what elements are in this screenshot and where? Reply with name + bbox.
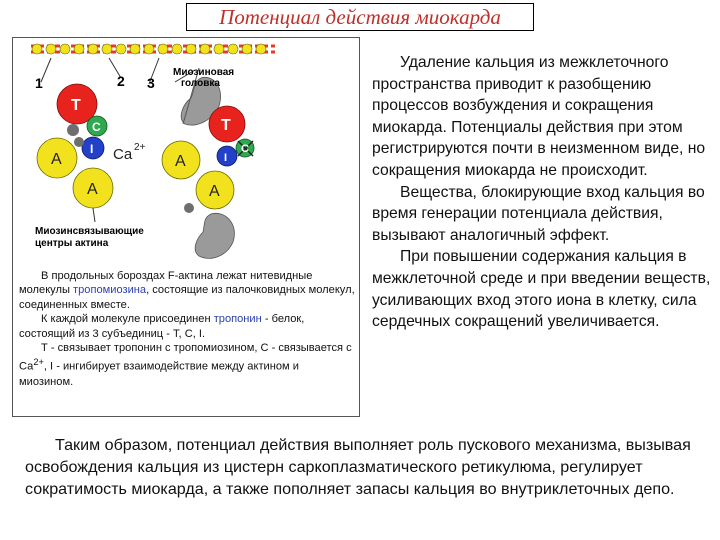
- right-column-text: [372, 52, 712, 333]
- myosin-head-lower: [195, 213, 234, 258]
- caption-p1-text-a: В продольных бороздах F-актина лежат нитевидные молекулы: [19, 270, 313, 297]
- caption-paragraph-2: [19, 312, 355, 341]
- label-c-right: C: [241, 143, 249, 155]
- caption-p3-text-a: Т - связывает тропонин с тропомиозином, С - связывается с Са: [19, 342, 352, 374]
- right-paragraph-3: При повышении содержания кальция в межклеточной среде и при введении веществ, усиливающих вход этого иона в клетку, сила сердечных сокращений увеличивается.: [372, 248, 711, 331]
- label-i-left: I: [90, 142, 94, 156]
- troponin-c-right: [236, 139, 254, 157]
- caption-tropomyosin-term: тропомиозина: [73, 284, 147, 297]
- label-t-left: T: [71, 97, 81, 114]
- figure-panel: [12, 37, 360, 417]
- calcium-symbol: Ca: [113, 146, 133, 163]
- binding-centers-label-line1: Миозинсвязывающие: [35, 226, 144, 237]
- troponin-c-left: [87, 116, 107, 136]
- caption-p3-text-b: , I - ингибирует взаимодействие между актином и миозином.: [19, 361, 299, 388]
- marker-1: 1: [35, 75, 43, 91]
- calcium-label: [113, 142, 146, 163]
- troponin-i-right: [217, 146, 237, 166]
- troponin-i-left: [82, 137, 104, 159]
- page-title: Потенциал действия миокарда: [186, 3, 534, 31]
- caption-p2-text-b: - белок, состоящий из 3 субъединиц - Т, С, I.: [19, 313, 305, 340]
- caption-troponin-term: тропонин: [213, 313, 262, 326]
- right-paragraph-2: Вещества, блокирующие вход кальция во время генерации потенциала действия, вызывают аналогичный эффект.: [372, 183, 705, 244]
- myosin-head-label-line2: головка: [181, 78, 220, 89]
- bottom-conclusion: [25, 434, 715, 500]
- troponin-t-right: [209, 106, 245, 142]
- actin-filament-diagram: [13, 38, 359, 268]
- label-a-right-1: A: [175, 153, 186, 170]
- caption-p1-text-b: , состоящие из палочковидных молекул, соединенных вместе.: [19, 284, 355, 311]
- calcium-charge: 2+: [134, 142, 146, 153]
- marker-3: 3: [147, 75, 155, 91]
- label-c-left: C: [92, 120, 101, 134]
- label-a-right-2: A: [209, 183, 220, 200]
- figure-caption: [19, 269, 355, 389]
- caption-p2-text-a: К каждой молекуле присоединен: [41, 313, 211, 326]
- conclusion-paragraph: Таким образом, потенциал действия выполняет роль пускового механизма, вызывая освобождения кальция из цистерн саркоплазматического ретикулюма, регулирует сократимость миокарда, а также пополняет запасы кальция во внутриклеточных депо.: [25, 436, 691, 498]
- calcium-ion-dot-right: [184, 203, 194, 213]
- label-a-left-2: A: [87, 181, 98, 198]
- myosin-head-label-line1: Миозиновая: [173, 67, 235, 78]
- actin-monomer-a-right-2: [196, 171, 234, 209]
- actin-monomer-a-right-1: [162, 141, 200, 179]
- actin-monomer-a-left-2: [73, 168, 113, 208]
- caption-paragraph-3: [19, 341, 355, 389]
- actin-monomer-a-left-1: [37, 138, 77, 178]
- caption-paragraph-1: [19, 269, 355, 312]
- actin-bead-chain: [32, 44, 266, 54]
- label-i-right: I: [224, 152, 228, 164]
- right-paragraph-1: Удаление кальция из межклеточного пространства приводит к разобщению процессов возбуждения и сокращения миокарда. Потенциалы действия при этом регистрируются почти в неизменном виде, но сокращения миокарда не происходит.: [372, 54, 706, 179]
- label-t-right: T: [221, 117, 231, 134]
- binding-centers-label-line2: центры актина: [35, 238, 109, 249]
- label-a-left-1: A: [51, 151, 62, 168]
- marker-2: 2: [117, 73, 125, 89]
- caption-p3-sup: 2+: [33, 357, 44, 368]
